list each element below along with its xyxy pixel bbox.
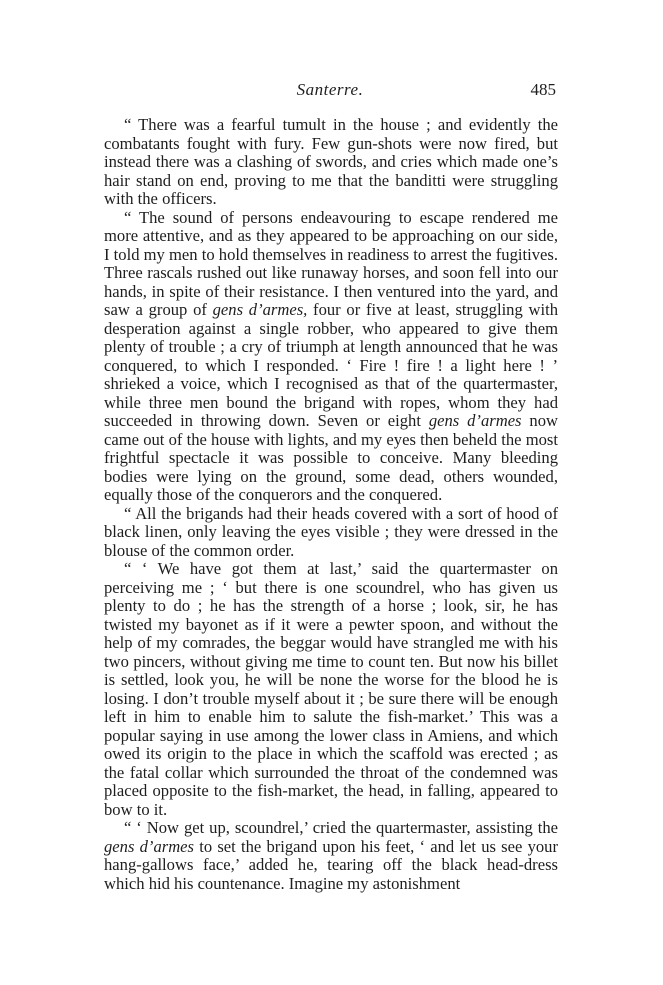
italic-phrase: gens d’armes	[428, 411, 522, 430]
text-run: “ The sound of persons endeavouring to escape rendered me more attentive, and as they appeared to be approaching on our side, I told my men to hold themselves in readiness to arrest the fugitives. Three rascals rushed out like runaway horses, and soon fell into our hands, in spite of their resistance. I then ventured into the yard, and saw a group of	[104, 207, 558, 319]
running-head	[104, 80, 556, 104]
paragraph	[104, 209, 558, 505]
italic-phrase: gens d’armes	[104, 836, 195, 856]
text-run: four or five at least, struggling with desperation against a single robber, who appeared to give them plenty of trouble ; a cry of triumph at length announced that he was conquered, to which I responded. ‘ Fire ! fire ! a light here ! ’ shrieked a voice, which I recognised as that of the quartermaster, while three men bound the brigand with ropes, whom they had succeeded in throwing down. Seven or eight	[104, 300, 558, 430]
text-run: “ ‘ Now get up, scoundrel,’ cried the quartermaster, assisting the	[124, 818, 558, 837]
text-run: “ ‘ We have got them at last,’ said the quartermaster on perceiving me ; ‘ but there is one scoundrel, who has given us plenty to do ; he has the strength of a horse ; look, sir, he has twisted my bayonet as if it were a pewter spoon, and without the help of my comrades, the beggar would have strangled me with his two pincers, without giving me time to count ten. But now his billet is settled, look you, he will be none the worse for the blood he is losing. I don’t trouble myself about it ; be sure there will be enough left in him to enable him to salute the fish-market.’ This was a popular saying in use among the lower class in Amiens, and which owed its origin to the place in which the scaffold was erected ; as the fatal collar which surrounded the throat of the condemned was placed opposite to the fish-market, the head, in falling, appeared to bow to it.	[104, 559, 558, 819]
text-run: “ All the brigands had their heads covered with a sort of hood of black linen, only leaving the eyes visible ; they were dressed in the blouse of the common order.	[104, 503, 558, 560]
paragraph	[104, 560, 558, 819]
italic-phrase: gens d’armes,	[212, 300, 308, 319]
text-run: now came out of the house with lights, and my eyes then beheld the most frightful spectacle it was possible to conceive. Many bleeding bodies were lying on the ground, some dead, others wounded, equally those of the conquerors and the conquered.	[104, 411, 559, 504]
text-run: to set the brigand upon his feet, ‘ and let us see your hang-gallows face,’ added he, tearing off the black head-dress which hid his countenance. Imagine my astonishment	[104, 836, 558, 893]
page-number: 485	[530, 80, 556, 99]
paragraph	[104, 116, 558, 209]
paragraph	[104, 505, 558, 561]
paragraph	[104, 819, 558, 893]
running-title: Santerre.	[296, 80, 364, 99]
body-text	[104, 116, 558, 893]
text-run: “ There was a fearful tumult in the house ; and evidently the combatants fought with fury. Few gun-shots were now fired, but instead there was a clashing of swords, and cries which made one’s hair stand on end, proving to me that the banditti were struggling with the officers.	[104, 115, 558, 208]
